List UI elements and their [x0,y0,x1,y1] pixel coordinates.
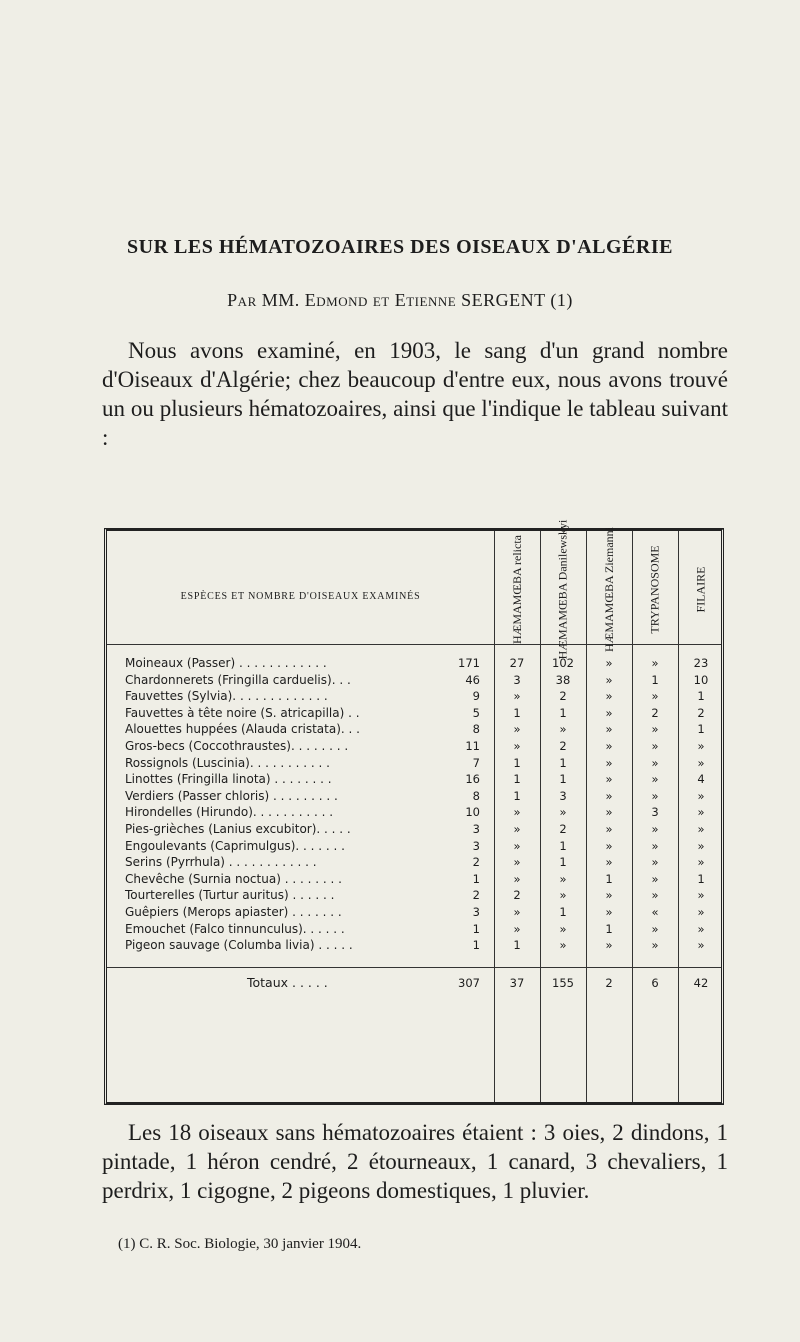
table-cell: » [651,838,659,853]
table-cell: » [605,772,613,787]
table-cell: » [559,938,567,953]
data-table [104,519,724,1105]
footnote: (1) C. R. Soc. Biologie, 30 janvier 1904. [118,1236,362,1252]
table-cell: » [651,888,659,903]
species-name: Guêpiers (Merops apiaster) . . . . . . . [125,905,342,919]
species-name: Alouettes huppées (Alauda cristata). . . [125,722,360,737]
totals-cell: 37 [509,976,525,990]
table-cell: » [513,739,521,753]
table-cell: » [605,672,613,687]
table-row [107,771,721,787]
column-header-ziemanni: HÆMAMŒBA Ziemanni [601,526,616,652]
table-cell: 1 [559,855,567,870]
totals-count: 307 [458,976,480,990]
totals-label: Totaux . . . . . [247,975,328,990]
table-row [107,821,721,837]
totals-row [107,975,721,991]
table-cell: » [605,788,613,803]
column-header-relicta: HÆMAMŒBA relicta [509,534,524,644]
bird-count: 16 [465,772,480,787]
table-row [107,838,721,854]
table-cell: 1 [651,672,659,687]
table-cell: » [513,838,521,853]
bird-count: 171 [458,656,480,670]
species-name: Chardonnerets (Fringilla carduelis). . . [125,672,351,687]
table-cell: 1 [513,705,521,720]
species-name: Hirondelles (Hirundo). . . . . . . . . . . [125,805,334,820]
table-cell: » [559,888,567,903]
species-name: Chevêche (Surnia noctua) . . . . . . . . [125,871,342,886]
bird-count: 1 [472,871,480,886]
table-cell: » [651,938,659,953]
table-cell: » [697,921,705,936]
table-cell: » [605,838,613,853]
table-row [107,804,721,820]
table-cell: » [651,656,659,670]
intro-paragraph: Nous avons examiné, en 1903, le sang d'un grand nombre d'Oiseaux d'Algérie; chez beaucoup d'entre eux, nous avons trouvé un ou plusieurs hématozoaires, ainsi que l'indique le tableau suivant : [102,338,728,450]
article-title: SUR LES HÉMATOZOAIRES DES OISEAUX D'ALGÉRIE [127,236,673,258]
bird-count: 2 [472,855,480,870]
table-cell: » [605,855,613,870]
table-row [107,871,721,887]
table-cell: 1 [697,722,705,737]
species-column-header: ESPÈCES ET NOMBRE D'OISEAUX EXAMINÉS [180,591,421,602]
table-cell: » [697,739,705,753]
totals-cell: 2 [605,976,613,990]
table-cell: 1 [559,755,567,770]
table-cell: » [651,788,659,803]
table-cell: » [605,822,613,836]
table-cell: » [605,755,613,770]
table-row [107,755,721,771]
table-cell: » [605,805,613,820]
table-row [107,788,721,804]
table-cell: » [513,822,521,836]
bird-count: 9 [472,689,480,704]
table-cell: 2 [651,705,659,720]
table-row [107,887,721,903]
table-cell: 2 [513,888,521,903]
table-row [107,854,721,870]
table-cell: 3 [559,788,567,803]
table-cell: » [605,938,613,953]
table-cell: 2 [559,739,567,753]
bird-count: 1 [472,938,480,953]
bird-count: 8 [472,722,480,737]
bird-count: 2 [472,888,480,903]
table-cell: » [697,905,705,919]
table-cell: 4 [697,772,705,787]
table-row [107,921,721,937]
table-cell: » [605,689,613,704]
table-cell: 1 [513,755,521,770]
table-cell: » [605,888,613,903]
species-name: Tourterelles (Turtur auritus) . . . . . . [125,888,335,903]
table-cell: » [559,871,567,886]
table-row [107,721,721,737]
table-row [107,688,721,704]
column-header-filaire: FILAIRE [693,566,708,612]
table-cell: » [559,722,567,737]
column-header-trypanosome: TRYPANOSOME [647,544,662,634]
table-cell: 1 [513,772,521,787]
table-cell: 1 [513,938,521,953]
bird-count: 10 [465,805,480,820]
species-name: Verdiers (Passer chloris) . . . . . . . . . [125,788,338,803]
table-cell: » [697,888,705,903]
table-cell: » [697,838,705,853]
species-name: Gros-becs (Coccothraustes). . . . . . . . [125,739,349,753]
totals-cell: 42 [693,976,709,990]
bird-count: 11 [465,739,480,753]
table-cell: » [651,921,659,936]
species-name: Pigeon sauvage (Columba livia) . . . . . [125,938,353,953]
column-header-danilewskyi: HÆMAMŒBA Danilewskyi [555,519,570,659]
table-cell: « [651,905,659,919]
table-cell: » [559,921,567,936]
bird-count: 8 [472,788,480,803]
table-cell: 1 [605,921,613,936]
species-name: Engoulevants (Caprimulgus). . . . . . . [125,838,345,853]
table-cell: 1 [559,772,567,787]
table-cell: 1 [513,788,521,803]
totals-cell: 155 [552,976,574,990]
authors-line: Par MM. Edmond et Etienne SERGENT (1) [227,290,573,310]
table-cell: 1 [697,871,705,886]
table-cell: 2 [697,705,705,720]
table-cell: » [513,805,521,820]
species-name: Pies-grièches (Lanius excubitor). . . . . [125,822,351,836]
table-cell: 2 [559,822,567,836]
table-row [107,904,721,920]
table-cell: » [513,855,521,870]
table-cell: » [513,871,521,886]
table-cell: » [651,822,659,836]
table-cell: » [605,905,613,919]
table-cell: » [513,689,521,704]
table-cell: 10 [693,672,709,687]
table-cell: » [651,855,659,870]
species-name: Serins (Pyrrhula) . . . . . . . . . . . . [125,855,317,870]
table-cell: » [605,656,613,670]
table-cell: 38 [555,672,571,687]
bird-count: 1 [472,921,480,936]
bird-count: 3 [472,822,480,836]
table-cell: » [605,705,613,720]
table-cell: 3 [651,805,659,820]
table-row [107,738,721,754]
table-cell: 1 [559,905,567,919]
table-cell: 3 [513,672,521,687]
species-name: Moineaux (Passer) . . . . . . . . . . . . [125,656,327,670]
bird-count: 46 [465,672,480,687]
table-cell: » [513,905,521,919]
table-cell: » [559,805,567,820]
species-name: Fauvettes à tête noire (S. atricapilla) . . [125,705,360,720]
table-cell: » [697,855,705,870]
table-cell: 27 [509,656,525,670]
table-cell: » [651,722,659,737]
species-name: Linottes (Fringilla linota) . . . . . . . . [125,772,332,787]
table-cell: » [697,788,705,803]
table-cell: » [651,689,659,704]
table-cell: 1 [559,838,567,853]
species-name: Fauvettes (Sylvia). . . . . . . . . . . . . [125,689,328,704]
table-cell: » [651,755,659,770]
table-cell: 102 [552,656,574,670]
table-cell: » [697,805,705,820]
totals-cell: 6 [651,976,659,990]
bird-count: 3 [472,905,480,919]
table-cell: » [697,938,705,953]
table-cell: » [651,772,659,787]
table-cell: 1 [559,705,567,720]
table-cell: 1 [697,689,705,704]
table-row [107,672,721,688]
table-cell: » [513,921,521,936]
table-cell: » [697,822,705,836]
species-name: Emouchet (Falco tinnunculus). . . . . . [125,921,345,936]
table-cell: » [697,755,705,770]
table-cell: 23 [693,656,709,670]
bird-count: 5 [472,705,480,720]
table-row [107,705,721,721]
table-cell: 1 [605,871,613,886]
totals-divider [107,967,721,968]
table-cell: 2 [559,689,567,704]
table-cell: » [651,739,659,753]
species-name: Rossignols (Luscinia). . . . . . . . . . . [125,755,330,770]
bird-count: 7 [472,755,480,770]
table-cell: » [651,871,659,886]
bird-count: 3 [472,838,480,853]
table-cell: » [605,739,613,753]
table-cell: » [605,722,613,737]
closing-paragraph: Les 18 oiseaux sans hématozoaires étaient : 3 oies, 2 dindons, 1 pintade, 1 héron cendré, 2 étourneaux, 1 canard, 3 chevaliers, 1 perdrix, 1 cigogne, 2 pigeons domestiques, 1 pluvier. [102,1120,728,1203]
table-row [107,655,721,671]
table-cell: » [513,722,521,737]
table-row [107,937,721,953]
